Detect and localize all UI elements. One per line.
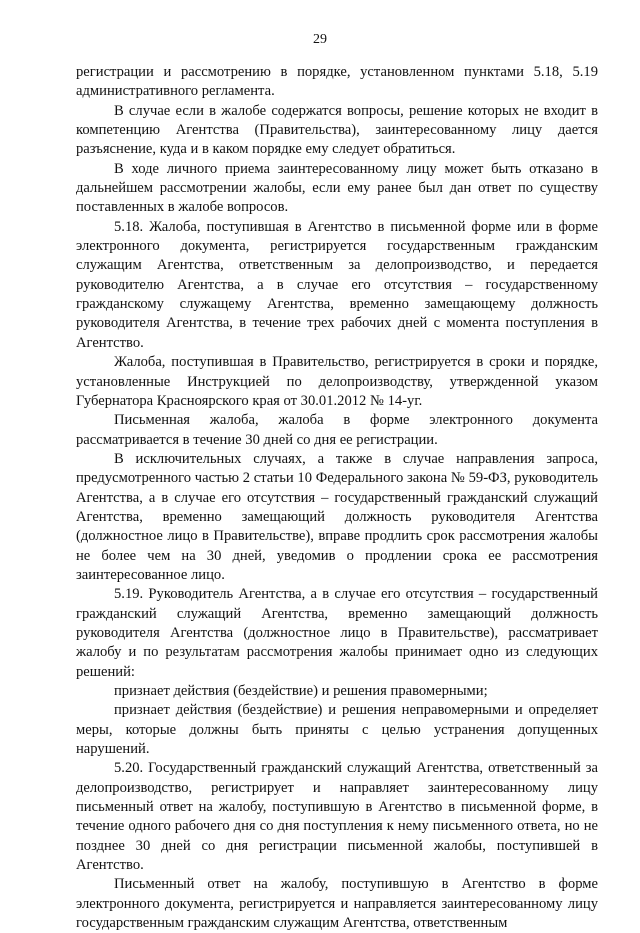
document-body	[76, 63, 598, 933]
page-number: 29	[313, 32, 327, 47]
paragraph: В ходе личного приема заинтересованному лицу может быть отказано в дальнейшем рассмотрении жалобы, если ему ранее был дан ответ по существу поставленных в жалобе вопросов.	[76, 160, 598, 216]
paragraph-decision-2: признает действия (бездействие) и решения неправомерными и определяет меры, которые должны быть приняты с целью устранения допущенных нарушений.	[76, 702, 598, 758]
paragraph-decision-1: признает действия (бездействие) и решения правомерными;	[114, 683, 488, 699]
paragraph-continuation: регистрации и рассмотрению в порядке, установленном пунктами 5.18, 5.19 административного регламента.	[76, 64, 598, 100]
paragraph: Письменный ответ на жалобу, поступившую в Агентство в форме электронного документа, регистрируется и направляется заинтересованному лицу государственным гражданским служащим Агентства, ответственным	[76, 876, 598, 932]
paragraph: В случае если в жалобе содержатся вопросы, решение которых не входит в компетенцию Агентства (Правительства), заинтересованному лицу дается разъяснение, куда и в каком порядке ему следует обратиться.	[76, 102, 598, 158]
paragraph: Жалоба, поступившая в Правительство, регистрируется в сроки и порядке, установленные Инструкцией по делопроизводству, утвержденной указом Губернатора Красноярского края от 30.01.2012 № 14-уг.	[76, 354, 598, 409]
paragraph-section-5-18: 5.18. Жалоба, поступившая в Агентство в письменной форме или в форме электронного документа, регистрируется государственным гражданским служащим Агентства, ответственным за делопроизводство, и передается руководителю Агентства, а в случае его отсутствия – государственному гражданскому служащему Агентства, временно замещающему должность руководителя Агентства, в течение трех рабочих дней с момента поступления в Агентство.	[76, 218, 598, 351]
paragraph-section-5-20: 5.20. Государственный гражданский служащий Агентства, ответственный за делопроизводство, регистрирует и направляет заинтересованному лицу письменный ответ на жалобу, поступившую в Агентство в письменной форме, в течение одного рабочего дня со дня поступления к нему письменного ответа, но не позднее 30 дней со дня регистрации письменной жалобы, поступившей в Агентство.	[76, 760, 598, 874]
paragraph-section-5-19: 5.19. Руководитель Агентства, а в случае его отсутствия – государственный гражданский служащий Агентства, временно замещающий должность руководителя Агентства (должностное лицо в Правительстве), рассматривает жалобу и по результатам рассмотрения жалобы принимает одно из следующих решений:	[76, 586, 598, 680]
paragraph: Письменная жалоба, жалоба в форме электронного документа рассматривается в течение 30 дней со дня ее регистрации.	[76, 412, 598, 448]
paragraph: В исключительных случаях, а также в случае направления запроса, предусмотренного частью 2 статьи 10 Федерального закона № 59-ФЗ, руководитель Агентства, а в случае его отсутствия – государственный гражданский служащий Агентства, временно замещающий должность руководителя Агентства (должностное лицо в Правительстве), вправе продлить срок рассмотрения жалобы не более чем на 30 дней, уведомив о продлении срока ее рассмотрения заинтересованное лицо.	[76, 450, 598, 583]
